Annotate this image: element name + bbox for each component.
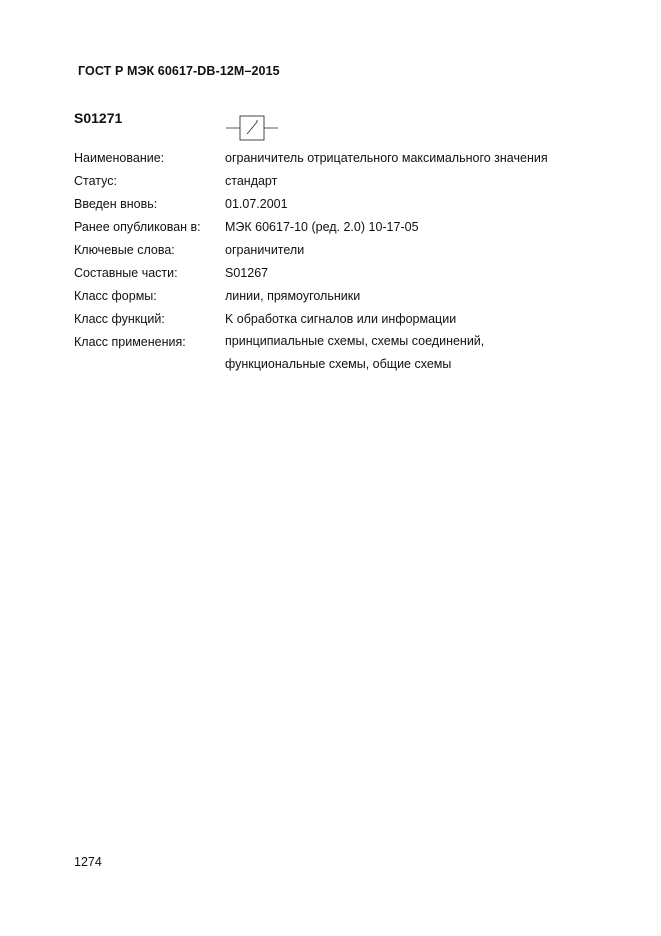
field-row-function-class [74,309,634,332]
field-label: Введен вновь: [74,197,158,211]
field-row-keywords [74,240,634,263]
limiter-symbol-icon [226,114,278,142]
field-value: линии, прямоугольники [225,289,361,303]
field-label: Статус: [74,174,117,188]
attribute-list [74,148,634,378]
field-label: Класс функций: [74,312,165,326]
field-row-status [74,171,634,194]
field-label: Составные части: [74,266,178,280]
field-value: ограничитель отрицательного максимального значения [225,151,548,165]
field-label: Наименование: [74,151,165,165]
field-label: Ранее опубликован в: [74,220,201,234]
field-row-application-class [74,332,634,378]
field-value-line: принципиальные схемы, схемы соединений, [225,334,485,348]
field-value: K обработка сигналов или информации [225,312,457,326]
field-value: S01267 [225,266,269,280]
field-row-components [74,263,634,286]
field-value: стандарт [225,174,278,188]
document-header: ГОСТ Р МЭК 60617-DB-12M–2015 [78,64,280,78]
field-label: Ключевые слова: [74,243,175,257]
symbol-code: S01271 [74,110,123,126]
field-row-name [74,148,634,171]
field-row-introduced [74,194,634,217]
field-label: Класс применения: [74,335,186,349]
field-value: ограничители [225,243,305,257]
field-value: 01.07.2001 [225,197,288,211]
field-value: МЭК 60617-10 (ред. 2.0) 10-17-05 [225,220,419,234]
field-value [225,330,484,376]
field-value-line: функциональные схемы, общие схемы [225,357,452,371]
field-label: Класс формы: [74,289,157,303]
page-number: 1274 [74,855,102,869]
field-row-previously-published [74,217,634,240]
field-row-shape-class [74,286,634,309]
